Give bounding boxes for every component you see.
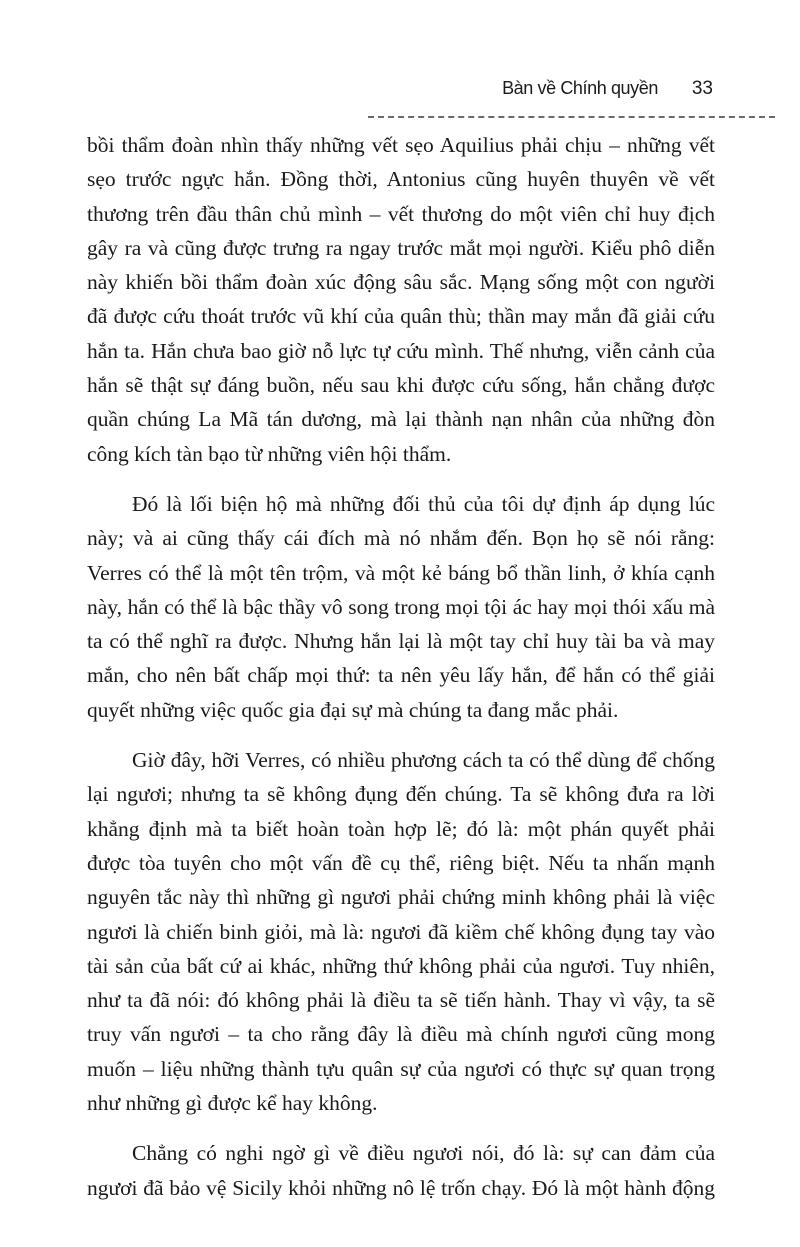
text-line: đã được cứu thoát trước vũ khí của quân thù; thần may mắn đã giải cứu (87, 304, 715, 329)
text-line: công kích tàn bạo từ những viên hội thẩm. (87, 441, 452, 466)
text-line: như những gì được kể hay không. (87, 1091, 378, 1116)
text-line: sẹo trước ngực hắn. Đồng thời, Antonius cũng huyên thuyên về vết (87, 167, 715, 192)
text-line: mắn, cho nên bất chấp mọi thứ: ta nên yêu lấy hắn, để hắn có thể giải (87, 663, 715, 688)
text-line: Giờ đây, hỡi Verres, có nhiều phương cách ta có thể dùng để chống (132, 748, 715, 773)
text-line: tài sản của bất cứ ai khác, những thứ không phải của ngươi. Tuy nhiên, (87, 953, 715, 978)
text-line: gây ra và cũng được trưng ra ngay trước mắt mọi người. Kiểu phô diễn (87, 235, 715, 260)
text-line: muốn – liệu những thành tựu quân sự của ngươi có thực sự quan trọng (87, 1056, 715, 1081)
text-line: hắn ta. Hắn chưa bao giờ nỗ lực tự cứu mình. Thế nhưng, viễn cảnh của (87, 338, 715, 363)
text-line: ngươi là chiến binh giỏi, mà là: ngươi đã kiềm chế không đụng tay vào (87, 919, 715, 944)
text-line: này; và ai cũng thấy cái đích mà nó nhắm đến. Bọn họ sẽ nói rằng: (87, 526, 715, 551)
paragraph-3 (87, 743, 715, 1120)
paragraph-4 (87, 1136, 715, 1205)
running-header (0, 78, 800, 108)
text-line: Đó là lối biện hộ mà những đối thủ của tôi dự định áp dụng lúc (132, 491, 715, 516)
header-dashed-rule (368, 116, 775, 118)
text-line: hắn sẽ thật sự đáng buồn, nếu sau khi được cứu sống, hắn chẳng được (87, 373, 715, 398)
text-line: ngươi đã bảo vệ Sicily khỏi những nô lệ trốn chạy. Đó là một hành động (87, 1175, 715, 1200)
text-line: thương trên đầu thân chủ mình – vết thương do một viên chỉ huy địch (87, 201, 715, 226)
text-line: bồi thẩm đoàn nhìn thấy những vết sẹo Aquilius phải chịu – những vết (87, 133, 715, 157)
text-line: truy vấn ngươi – ta cho rằng đây là điều mà chính ngươi cũng mong (87, 1022, 715, 1047)
paragraph-2 (87, 487, 715, 727)
text-line: Chẳng có nghi ngờ gì về điều ngươi nói, đó là: sự can đảm của (132, 1141, 715, 1166)
page-number: 33 (691, 78, 713, 99)
text-line: quần chúng La Mã tán dương, mà lại thành nạn nhân của những đòn (87, 407, 715, 432)
body-text (87, 128, 715, 1205)
text-line: này, hắn có thể là bậc thầy vô song trong mọi tội ác hay mọi thói xấu mà (87, 594, 715, 619)
text-line: này khiến bồi thẩm đoàn xúc động sâu sắc. Mạng sống một con người (87, 270, 715, 295)
paragraph-1 (87, 128, 715, 471)
text-line: Verres có thể là một tên trộm, và một kẻ báng bổ thần linh, ở khía cạnh (87, 560, 715, 585)
text-line: được tòa tuyên cho một vấn đề cụ thể, riêng biệt. Nếu ta nhấn mạnh (87, 850, 715, 875)
text-line: lại ngươi; nhưng ta sẽ không đụng đến chúng. Ta sẽ không đưa ra lời (87, 782, 715, 807)
text-line: nguyên tắc này thì những gì ngươi phải chứng minh không phải là việc (87, 885, 715, 910)
text-line: như ta đã nói: đó không phải là điều ta sẽ tiến hành. Thay vì vậy, ta sẽ (87, 988, 715, 1013)
text-line: quyết những việc quốc gia đại sự mà chúng ta đang mắc phải. (87, 697, 619, 722)
running-header-title: Bàn về Chính quyền (502, 78, 658, 98)
text-line: khẳng định mà ta biết hoàn toàn hợp lẽ; đó là: một phán quyết phải (87, 816, 715, 841)
text-line: ta có thể nghĩ ra được. Nhưng hắn lại là một tay chỉ huy tài ba và may (87, 629, 715, 654)
